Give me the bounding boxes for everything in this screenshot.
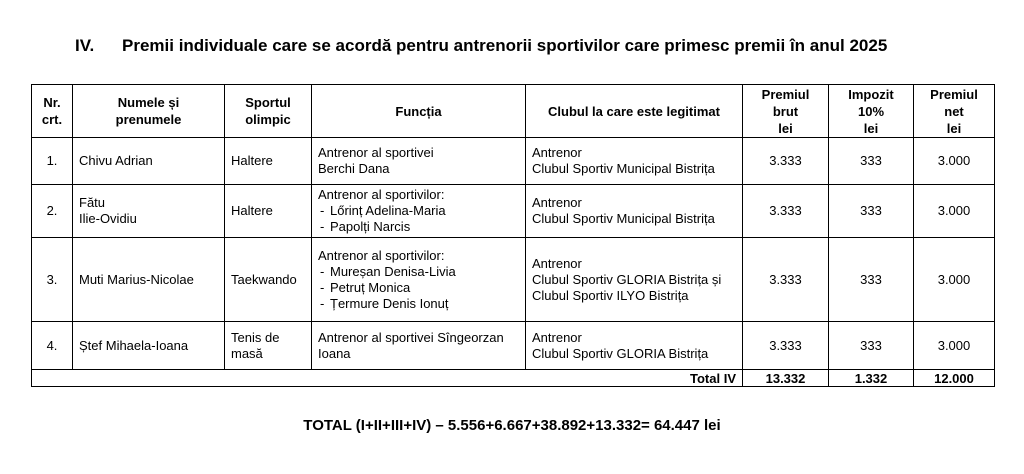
club-line: Antrenor bbox=[532, 195, 582, 210]
header-sport bbox=[225, 85, 312, 138]
nume-line: Ștef Mihaela-Ioana bbox=[79, 337, 189, 353]
athlete-list bbox=[318, 264, 519, 312]
athlete-item: - Țermure Denis Ionuț bbox=[318, 296, 519, 312]
total-label: Total IV bbox=[32, 370, 743, 387]
club-line: Clubul Sportiv Municipal Bistrița bbox=[532, 211, 715, 226]
cell-brut: 3.333 bbox=[743, 185, 829, 238]
grand-total: TOTAL (I+II+III+IV) – 5.556+6.667+38.892+13.332= 64.447 lei bbox=[303, 417, 721, 434]
table-row bbox=[32, 322, 995, 370]
total-impozit: 1.332 bbox=[829, 370, 914, 387]
header-line: net bbox=[944, 103, 964, 119]
header-brut bbox=[743, 85, 829, 138]
header-net bbox=[914, 85, 995, 138]
functia-line: Ioana bbox=[318, 345, 351, 361]
header-line: lei bbox=[778, 120, 793, 136]
cell-net: 3.000 bbox=[914, 322, 995, 370]
section-number: IV. bbox=[75, 36, 95, 55]
header-line: Sportul bbox=[245, 95, 291, 110]
functia-line: Berchi Dana bbox=[318, 161, 390, 176]
cell-impozit: 333 bbox=[829, 238, 914, 322]
cell-brut: 3.333 bbox=[743, 322, 829, 370]
athlete-item: - Papolți Narcis bbox=[318, 219, 519, 235]
cell-functia bbox=[312, 138, 526, 185]
header-line: Numele și bbox=[117, 95, 180, 110]
cell-sport bbox=[225, 322, 312, 370]
total-net: 12.000 bbox=[914, 370, 995, 387]
nume-line: Fătu bbox=[79, 195, 106, 210]
header-nr bbox=[32, 85, 73, 138]
cell-sport bbox=[225, 238, 312, 322]
header-line: crt. bbox=[41, 112, 63, 127]
cell-nr: 1. bbox=[32, 138, 73, 185]
athlete-item: - Lőrinț Adelina-Maria bbox=[318, 203, 519, 219]
club-line: Clubul Sportiv GLORIA Bistrița și bbox=[532, 271, 722, 287]
cell-impozit: 333 bbox=[829, 185, 914, 238]
cell-brut: 3.333 bbox=[743, 238, 829, 322]
header-line: Premiul bbox=[930, 86, 978, 102]
header-line: Nr. bbox=[43, 95, 61, 110]
total-row bbox=[32, 370, 995, 387]
header-line: lei bbox=[946, 120, 962, 136]
section-title bbox=[75, 36, 887, 56]
functia-line: Antrenor al sportivilor: bbox=[318, 247, 445, 263]
sport-line: masă bbox=[231, 345, 263, 361]
athlete-item: - Petruț Monica bbox=[318, 280, 519, 296]
club-line: Antrenor bbox=[532, 255, 582, 271]
header-line: lei bbox=[863, 120, 879, 136]
club-line: Antrenor bbox=[532, 145, 582, 160]
header-club: Clubul la care este legitimat bbox=[526, 85, 743, 138]
cell-brut: 3.333 bbox=[743, 138, 829, 185]
cell-sport bbox=[225, 185, 312, 238]
sport-line: Taekwando bbox=[231, 271, 297, 287]
total-brut: 13.332 bbox=[743, 370, 829, 387]
header-impozit bbox=[829, 85, 914, 138]
header-line: 10% bbox=[857, 103, 885, 119]
club-line: Clubul Sportiv ILYO Bistrița bbox=[532, 287, 689, 303]
cell-nume bbox=[73, 138, 225, 185]
cell-club bbox=[526, 322, 743, 370]
table-row bbox=[32, 185, 995, 238]
table-row bbox=[32, 138, 995, 185]
functia-line: Antrenor al sportivei Sîngeorzan bbox=[318, 329, 504, 345]
cell-nume bbox=[73, 322, 225, 370]
cell-nume bbox=[73, 185, 225, 238]
cell-functia bbox=[312, 238, 526, 322]
nume-line: Chivu Adrian bbox=[79, 153, 153, 168]
cell-nume bbox=[73, 238, 225, 322]
cell-net: 3.000 bbox=[914, 185, 995, 238]
header-functia: Funcția bbox=[312, 85, 526, 138]
club-line: Clubul Sportiv GLORIA Bistrița bbox=[532, 345, 709, 361]
section-title-text: Premii individuale care se acordă pentru antrenorii sportivilor care primesc premii în anul 2025 bbox=[122, 36, 888, 55]
cell-nr: 4. bbox=[32, 322, 73, 370]
cell-club bbox=[526, 138, 743, 185]
table-row bbox=[32, 238, 995, 322]
cell-nr: 3. bbox=[32, 238, 73, 322]
cell-impozit: 333 bbox=[829, 138, 914, 185]
cell-impozit: 333 bbox=[829, 322, 914, 370]
nume-line: Ilie-Ovidiu bbox=[79, 211, 137, 226]
nume-line: Muti Marius-Nicolae bbox=[79, 271, 194, 287]
prizes-table bbox=[31, 84, 995, 387]
club-line: Clubul Sportiv Municipal Bistrița bbox=[532, 161, 715, 176]
header-line: prenumele bbox=[115, 112, 182, 127]
functia-line: Antrenor al sportivei bbox=[318, 145, 434, 160]
cell-nr: 2. bbox=[32, 185, 73, 238]
cell-functia bbox=[312, 185, 526, 238]
header-nume bbox=[73, 85, 225, 138]
cell-net: 3.000 bbox=[914, 238, 995, 322]
header-line: Premiul bbox=[761, 86, 810, 102]
sport-line: Haltere bbox=[231, 203, 273, 218]
header-row bbox=[32, 85, 995, 138]
sport-line: Haltere bbox=[231, 153, 273, 168]
functia-line: Antrenor al sportivilor: bbox=[318, 187, 445, 202]
cell-sport bbox=[225, 138, 312, 185]
athlete-item: - Mureșan Denisa-Livia bbox=[318, 264, 519, 280]
club-line: Antrenor bbox=[532, 329, 582, 345]
cell-net: 3.000 bbox=[914, 138, 995, 185]
cell-club bbox=[526, 185, 743, 238]
header-line: olimpic bbox=[245, 112, 291, 127]
athlete-list bbox=[318, 203, 519, 235]
cell-club bbox=[526, 238, 743, 322]
cell-functia bbox=[312, 322, 526, 370]
header-line: brut bbox=[772, 103, 799, 119]
header-line: Impozit bbox=[848, 86, 894, 102]
sport-line: Tenis de bbox=[231, 329, 280, 345]
